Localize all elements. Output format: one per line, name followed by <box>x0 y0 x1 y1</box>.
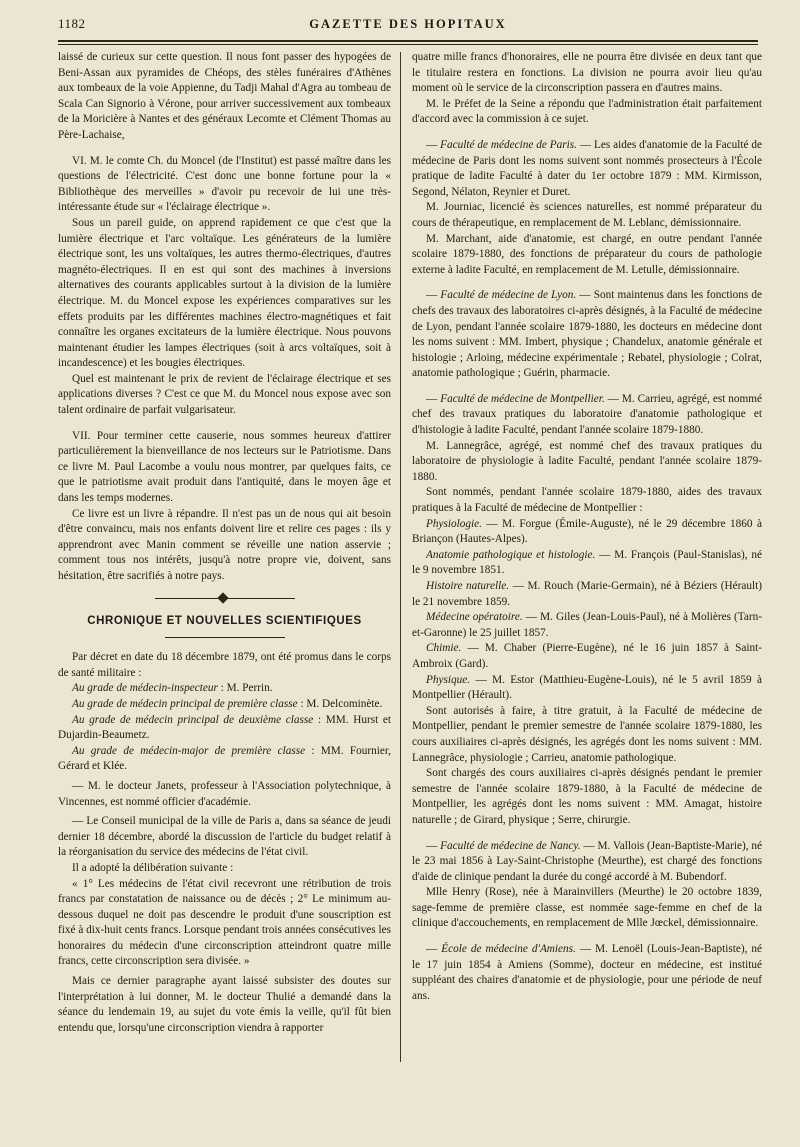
grade-names: : M. Perrin. <box>217 682 273 695</box>
item-text: — Sont maintenus dans les fonctions de chefs des travaux des laboratoires ci-après désignés, à la Faculté de médecine de Lyon, pendant l'année scolaire 1879-1880, les docteurs en médecine dont les noms suivent : MM. Imbert, physique ; Chandelux, anatomie générale et histologie ; Arloing, médecine expérimentale ; Rebatel, physiologie ; Colrat, anatomie pathologique ; Guérin, pharmacie. <box>412 289 763 380</box>
paragraph: M. Lannegrâce, agrégé, est nommé chef des travaux pratiques du laboratoire de physiologie à ladite Faculté, pendant l'année scolaire 1879-1880. <box>412 439 762 483</box>
paragraph: Mais ce dernier paragraphe ayant laissé subsister des doutes sur l'interprétation à lui donner, M. le docteur Thulié a demandé dans la séance du lendemain 19, au sujet du vote émis la veille, qu'il fût bien entendu que, lorsqu'une circonscription viendra à rapporter <box>58 975 391 1034</box>
paragraph: Sont nommés, pendant l'année scolaire 1879-1880, aides des travaux pratiques à la Faculté de médecine de Montpellier : <box>412 486 762 515</box>
appointment-text: — M. Chaber (Pierre-Eugène), né le 16 juin 1857 à Saint-Ambroix (Gard). <box>412 642 762 670</box>
grade-label: Au grade de médecin principal de deuxième classe <box>72 713 314 726</box>
promotion-entry <box>58 697 391 713</box>
left-column <box>58 50 391 1036</box>
section-rule <box>165 637 285 638</box>
item-heading: Faculté de médecine de Lyon. <box>440 289 577 302</box>
column-divider <box>400 52 401 1062</box>
subject-label: Physique. <box>426 673 471 686</box>
promotion-entry <box>58 713 391 744</box>
appointment-text: — M. Forgue (Émile-Auguste), né le 29 décembre 1860 à Briançon (Hautes-Alpes). <box>412 517 762 546</box>
paragraph: Par décret en date du 18 décembre 1879, ont été promus dans le corps de santé militaire : <box>58 651 391 679</box>
appointment-text: — M. Giles (Jean-Louis-Paul), né à Molières (Tarn-et-Garonne) le 25 juillet 1857. <box>412 611 763 639</box>
paragraph: — Le Conseil municipal de la ville de Paris a, dans sa séance de jeudi dernier 18 décembre, abordé la discussion de l'article du budget relatif à la réorganisation du service des médecins de l'état civil. <box>58 815 391 859</box>
item-heading: École de médecine d'Amiens. <box>441 943 576 956</box>
item-text: — M. Vallois (Jean-Baptiste-Marie), né le 23 mai 1856 à Lay-Saint-Christophe (Meurthe), est chargé des fonctions d'aide de clinique pendant la durée du congé accordé à M. Bubendorf. <box>412 839 762 883</box>
paragraph: Quel est maintenant le prix de revient de l'éclairage électrique et ses applications diverses ? C'est ce que M. du Moncel nous expose avec son talent ordinaire de parfait vulgarisateur. <box>58 372 391 417</box>
grade-names: : MM. Hurst et Dujardin-Beaumetz. <box>58 713 391 742</box>
paragraph: quatre mille francs d'honoraires, elle ne pourra être divisée en deux tant que le titulaire restera en fonctions. La division ne pourra avoir lieu qu'au moment où le service de la circonscription passera en d'autres mains. <box>412 51 762 95</box>
appointment-text: — M. Estor (Matthieu-Eugène-Louis), né le 5 avril 1859 à Montpellier (Hérault). <box>412 673 762 702</box>
page-header <box>58 14 758 36</box>
appointment-entry <box>412 673 762 704</box>
news-item: — Faculté de médecine de Lyon. — Sont maintenus dans les fonctions de chefs des travaux des laboratoires ci-après désignés, à la Faculté de médecine de Lyon, pendant l'année scolaire 1879-1880, les docteurs en médecine dont les noms suivent : MM. Imbert, physique ; Chandelux, anatomie générale et histologie ; Arloing, médecine expérimentale ; Rebatel, physiologie ; Colrat, anatomie pathologique ; Guérin, pharmacie. <box>412 289 763 380</box>
paragraph: M. le Préfet de la Seine a répondu que l'administration était parfaitement d'accord avec la commission à ce sujet. <box>412 97 762 126</box>
paragraph: M. Journiac, licencié ès sciences naturelles, est nommé préparateur du cours de thérapeutique, en remplacement de M. Leblanc, démissionnaire. <box>412 201 762 229</box>
paragraph: Sous un pareil guide, on apprend rapidement ce que c'est que la lumière électrique et l'arc voltaïque. Les générateurs de la lumière électrique sont, les uns voltaïques, les autres thermo-électriques, d'autres magnéto-électriques. Il en est qui sont des machines à inversions alternatives des courants applicables surtout à la division de la lumière électrique. M. du Moncel expose les expériences comparatives sur les effets produits par les différentes machines électro-magnétiques et fait connaître les organes excitateurs de la lumière électrique. Nous pouvons maintenant étudier les lampes électriques (soit à arcs voltaïques, soit à incandescence) et les bougies électriques. <box>58 216 391 370</box>
news-item: — Faculté de médecine de Montpellier. — M. Carrieu, agrégé, est nommé chef des travaux pratiques du laboratoire d'anatomie pathologique et d'histologie à ladite Faculté, pendant l'année scolaire 1879-1880. <box>412 392 763 437</box>
subject-label: Médecine opératoire. <box>426 611 523 624</box>
promotion-entry <box>58 681 391 697</box>
item-text: — M. Lenoël (Louis-Jean-Baptiste), né le 17 juin 1854 à Amiens (Somme), docteur en médecine, est institué suppléant des chaires d'anatomie et de physiologie, pour une période de neuf ans. <box>412 943 763 1002</box>
promotion-entry <box>58 744 391 775</box>
paragraph: Sont autorisés à faire, à titre gratuit, à la Faculté de médecine de Montpellier, pendant le premier semestre de l'année scolaire 1879-1880, les cours auxiliaires ci-après désignés, les agrégés dont les noms suivent : MM. Lannegrâce, physiologie ; Carrieu, anatomie pathologique. <box>412 704 762 764</box>
appointment-entry <box>412 641 762 672</box>
subject-label: Physiologie. <box>426 517 482 530</box>
paragraph: « 1° Les médecins de l'état civil recevront une rétribution de trois francs par constatation de naissance ou de décès ; 2° Le minimum au-dessous duquel ne doit pas descendre le produit d'une souscription est fixé à dix-huit cents francs. Lorsque pendant trois années consécutives les honoraires du médecin d'une circonscription atteindront quatre mille francs, cette circonscription sera divisée. » <box>58 877 391 968</box>
running-title: GAZETTE DES HOPITAUX <box>309 17 507 31</box>
grade-label: Au grade de médecin-inspecteur <box>72 682 218 695</box>
grade-label: Au grade de médecin principal de première classe <box>72 697 298 710</box>
appointment-entry <box>412 579 762 610</box>
grade-names: : MM. Fournier, Gérard et Klée. <box>58 744 391 773</box>
item-heading: Faculté de médecine de Paris. <box>440 138 577 151</box>
item-heading: Faculté de médecine de Montpellier. <box>440 392 605 405</box>
paragraph: — M. le docteur Janets, professeur à l'Association polytechnique, à Vincennes, est nommé officier d'académie. <box>58 779 391 808</box>
item-text: — Les aides d'anatomie de la Faculté de médecine de Paris dont les noms suivent sont nommés prosecteurs à l'École pratique de ladite Faculté à dater du 1er octobre 1879 : MM. Kirmisson, Segond, Nélaton, Reynier et Duret. <box>412 138 763 198</box>
grade-label: Au grade de médecin-major de première classe <box>72 744 306 757</box>
item-heading: Faculté de médecine de Nancy. <box>440 839 581 852</box>
header-rule <box>58 40 758 45</box>
page-number: 1182 <box>58 16 86 31</box>
paragraph: Ce livre est un livre à répandre. Il n'est pas un de nous qui ait besoin d'être convaincu, mais nos enfants doivent lire et relire ces pages : ils y apprendront avec Manin comment se réveille une nation asservie ; comment tous nos intérêts, jusqu'à notre propre vie, doivent, sans hésitation, être sacrifiés à notre pays. <box>58 507 391 582</box>
news-item: — Faculté de médecine de Nancy. — M. Vallois (Jean-Baptiste-Marie), né le 23 mai 1856 à Lay-Saint-Christophe (Meurthe), est chargé des fonctions d'aide de clinique pendant la durée du congé accordé à M. Bubendorf. <box>412 839 762 883</box>
appointment-entry <box>412 517 762 548</box>
appointment-entry <box>412 548 762 579</box>
news-item: — Faculté de médecine de Paris. — Les aides d'anatomie de la Faculté de médecine de Paris dont les noms suivent sont nommés prosecteurs à l'École pratique de ladite Faculté à dater du 1er octobre 1879 : MM. Kirmisson, Segond, Nélaton, Reynier et Duret. <box>412 138 763 198</box>
right-column <box>412 50 762 1004</box>
item-text: — M. Carrieu, agrégé, est nommé chef des travaux pratiques du laboratoire d'anatomie pathologique et d'histologie à ladite Faculté, pendant l'année scolaire 1879-1880. <box>412 392 763 437</box>
news-item: — École de médecine d'Amiens. — M. Lenoël (Louis-Jean-Baptiste), né le 17 juin 1854 à Amiens (Somme), docteur en médecine, est institué suppléant des chaires d'anatomie et de physiologie, pour une période de neuf ans. <box>412 943 763 1002</box>
subject-label: Anatomie pathologique et histologie. <box>426 548 596 561</box>
ornament-divider <box>155 594 295 602</box>
paragraph: Sont chargés des cours auxiliaires ci-après désignés pendant le premier semestre de l'année scolaire 1879-1880, à la Faculté de médecine de Montpellier, les agrégés dont les noms suivent : MM. Amagat, histoire naturelle ; de Girard, physique ; Serre, chirurgie. <box>412 767 762 826</box>
paragraph: VII. Pour terminer cette causerie, nous sommes heureux d'attirer particulièrement la bienveillance de nos lecteurs sur le Patriotisme. Dans ce livre M. Paul Lacombe a voulu nous montrer, par quelques faits, ce que le patriotisme avait produit dans l'antiquité, dans le moyen âge et dans les temps modernes. <box>58 429 391 505</box>
appointment-entry <box>412 610 762 641</box>
paragraph: M. Marchant, aide d'anatomie, est chargé, en outre pendant l'année scolaire 1879-1880, des fonctions de préparateur du cours de pathologie externe à ladite Faculté, en remplacement de M. Letulle, démissionnaire. <box>412 232 762 276</box>
grade-names: : M. Delcominète. <box>297 697 383 710</box>
section-title: CHRONIQUE ET NOUVELLES SCIENTIFIQUES <box>87 614 362 627</box>
appointment-text: — M. François (Paul-Stanislas), né le 9 novembre 1851. <box>412 548 762 577</box>
paragraph: Mlle Henry (Rose), née à Marainvillers (Meurthe) le 20 octobre 1839, sage-femme de première classe, est nommée sage-femme en chef de la clinique d'accouchements, en remplacement de Mlle Jœckel, démissionnaire. <box>412 886 762 930</box>
paragraph: laissé de curieux sur cette question. Il nous font passer des hypogées de Beni-Assan aux pyramides de Chéops, des stèles funéraires d'Athènes aux tombeaux de la voie Appienne, du Tadji Mahal d'Agra au tombeau de Scala Can Signorio à Vérone, pour arriver successivement aux tombeaux de la Moricière à Nantes et des généraux Lecomte et Clément Thomas au Père-Lachaise, <box>58 51 391 141</box>
subject-label: Histoire naturelle. <box>426 580 510 592</box>
subject-label: Chimie. <box>426 642 462 655</box>
appointment-text: — M. Rouch (Marie-Germain), né à Béziers (Hérault) le 21 novembre 1859. <box>412 580 762 608</box>
paragraph: VI. M. le comte Ch. du Moncel (de l'Institut) est passé maître dans les questions de l'électricité. C'est donc une bonne fortune pour la « Bibliothèque des merveilles » d'avoir pu recevoir de lui une très-intéressante étude sur « l'éclairage électrique ». <box>58 154 391 214</box>
paragraph: Il a adopté la délibération suivante : <box>72 861 234 874</box>
